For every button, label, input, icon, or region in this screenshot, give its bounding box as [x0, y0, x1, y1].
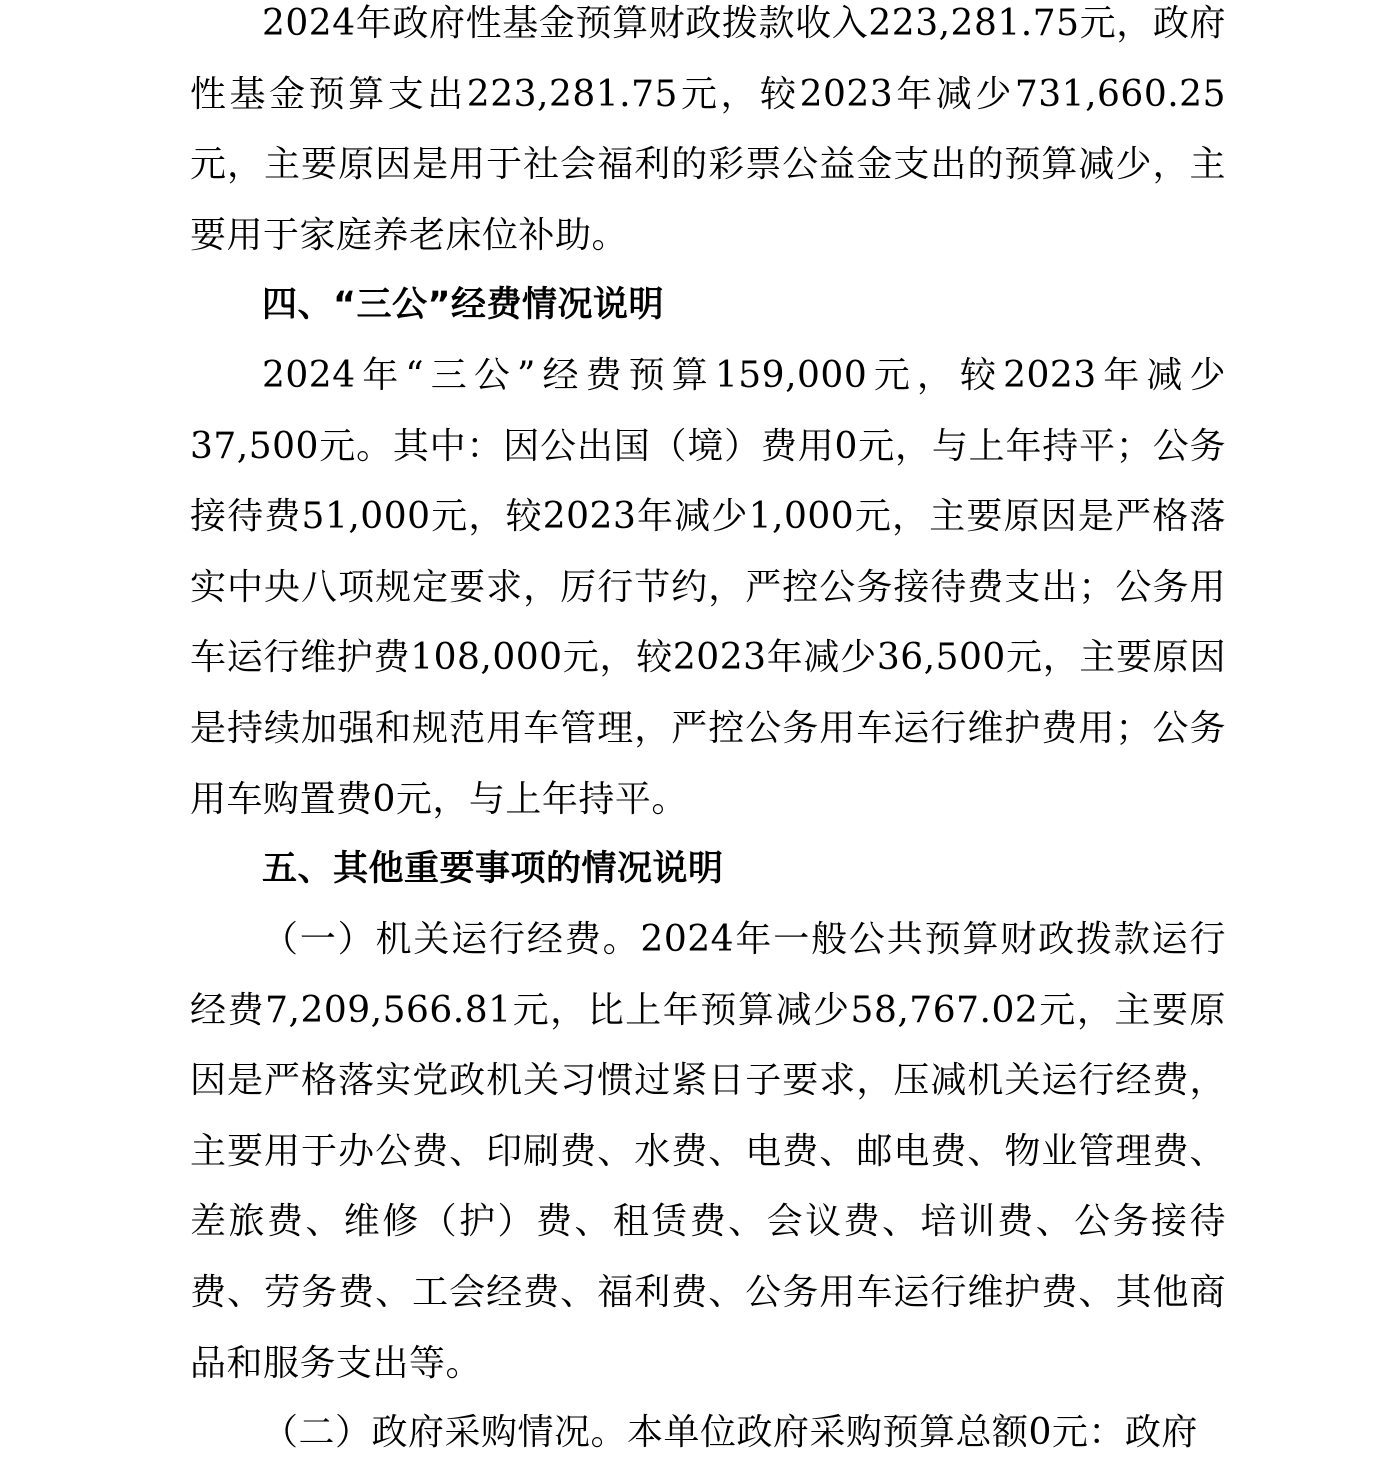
paragraph-operating-expenses: （一）机关运行经费。2024年一般公共预算财政拨款运行经费7,209,566.81元，比上年预算减少58,767.02元，主要原因是严格落实党政机关习惯过紧日子要求，压减机关运行经费，主要用于办公费、印刷费、水费、电费、邮电费、物业管理费、差旅费、维修（护）费、租赁费、会议费、培训费、公务接待费、劳务费、工会经费、福利费、公务用车运行维护费、其他商品和服务支出等。 [190, 919, 1226, 1384]
heading-section-five: 五、其他重要事项的情况说明 [262, 849, 724, 889]
paragraph-procurement: （二）政府采购情况。本单位政府采购预算总额0元：政府 [262, 1412, 1198, 1453]
heading-section-four: 四、“三公”经费情况说明 [262, 285, 665, 325]
paragraph-sangong-expenses: 2024年“三公”经费预算159,000元，较2023年减少37,500元。其中：因公出国（境）费用0元，与上年持平；公务接待费51,000元，较2023年减少1,000元，主要原因是严格落实中央八项规定要求，厉行节约，严控公务接待费支出；公务用车运行维护费108,000元，较2023年减少36,500元，主要原因是持续加强和规范用车管理，严控公务用车运行维护费用；公务用车购置费0元，与上年持平。 [190, 355, 1226, 820]
paragraph-gov-fund-budget: 2024年政府性基金预算财政拨款收入223,281.75元，政府性基金预算支出223,281.75元，较2023年减少731,660.25元，主要原因是用于社会福利的彩票公益金支出的预算减少，主要用于家庭养老床位补助。 [190, 3, 1226, 256]
